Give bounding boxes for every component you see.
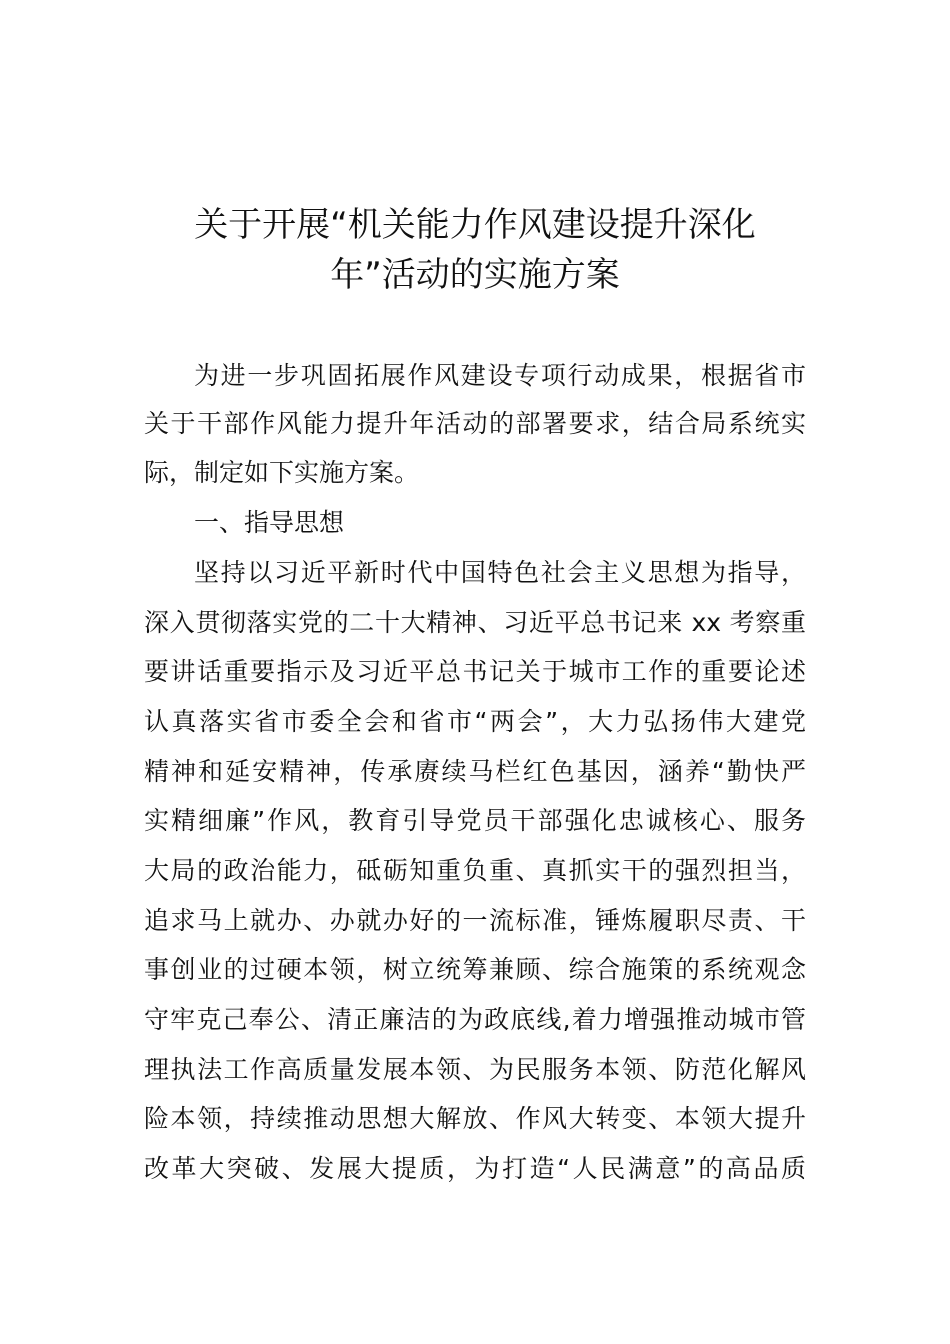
paragraph-guiding-line-1: 坚持以习近平新时代中国特色社会主义思想为指导， — [194, 558, 806, 587]
document-title-line-2: 年”活动的实施方案 — [330, 255, 620, 295]
paragraph-guiding-line-13: 改革大突破、发展大提质，为打造“人民满意”的高品质 — [144, 1154, 806, 1183]
paragraph-intro-line-1: 为进一步巩固拓展作风建设专项行动成果，根据省市 — [194, 361, 806, 390]
paragraph-intro-line-3: 际，制定如下实施方案。 — [144, 458, 420, 487]
paragraph-guiding-line-3: 要讲话重要指示及习近平总书记关于城市工作的重要论述 — [144, 657, 806, 686]
paragraph-guiding-line-10: 守牢克己奉公、清正廉洁的为政底线,着力增强推动城市管 — [144, 1005, 806, 1034]
paragraph-guiding-line-2: 深入贯彻落实党的二十大精神、习近平总书记来 xx 考察重 — [144, 608, 806, 637]
paragraph-guiding-line-5: 精神和延安精神，传承赓续马栏红色基因，涵养“勤快严 — [144, 757, 806, 786]
paragraph-guiding-line-7: 大局的政治能力，砥砺知重负重、真抓实干的强烈担当， — [144, 856, 806, 885]
document-title-line-1: 关于开展“机关能力作风建设提升深化 — [194, 205, 756, 245]
paragraph-guiding-line-12: 险本领，持续推动思想大解放、作风大转变、本领大提升 — [144, 1104, 806, 1133]
section-heading-guiding-thought: 一、指导思想 — [194, 508, 345, 537]
paragraph-guiding-line-9: 事创业的过硬本领，树立统筹兼顾、综合施策的系统观念 — [144, 955, 806, 984]
paragraph-guiding-line-11: 理执法工作高质量发展本领、为民服务本领、防范化解风 — [144, 1055, 806, 1084]
paragraph-intro-line-2: 关于干部作风能力提升年活动的部署要求，结合局系统实 — [144, 409, 806, 438]
paragraph-guiding-line-4: 认真落实省市委全会和省市“两会”，大力弘扬伟大建党 — [144, 707, 806, 736]
paragraph-guiding-line-6: 实精细廉”作风，教育引导党员干部强化忠诚核心、服务 — [144, 806, 806, 835]
paragraph-guiding-line-8: 追求马上就办、办就办好的一流标准，锤炼履职尽责、干 — [144, 906, 806, 935]
